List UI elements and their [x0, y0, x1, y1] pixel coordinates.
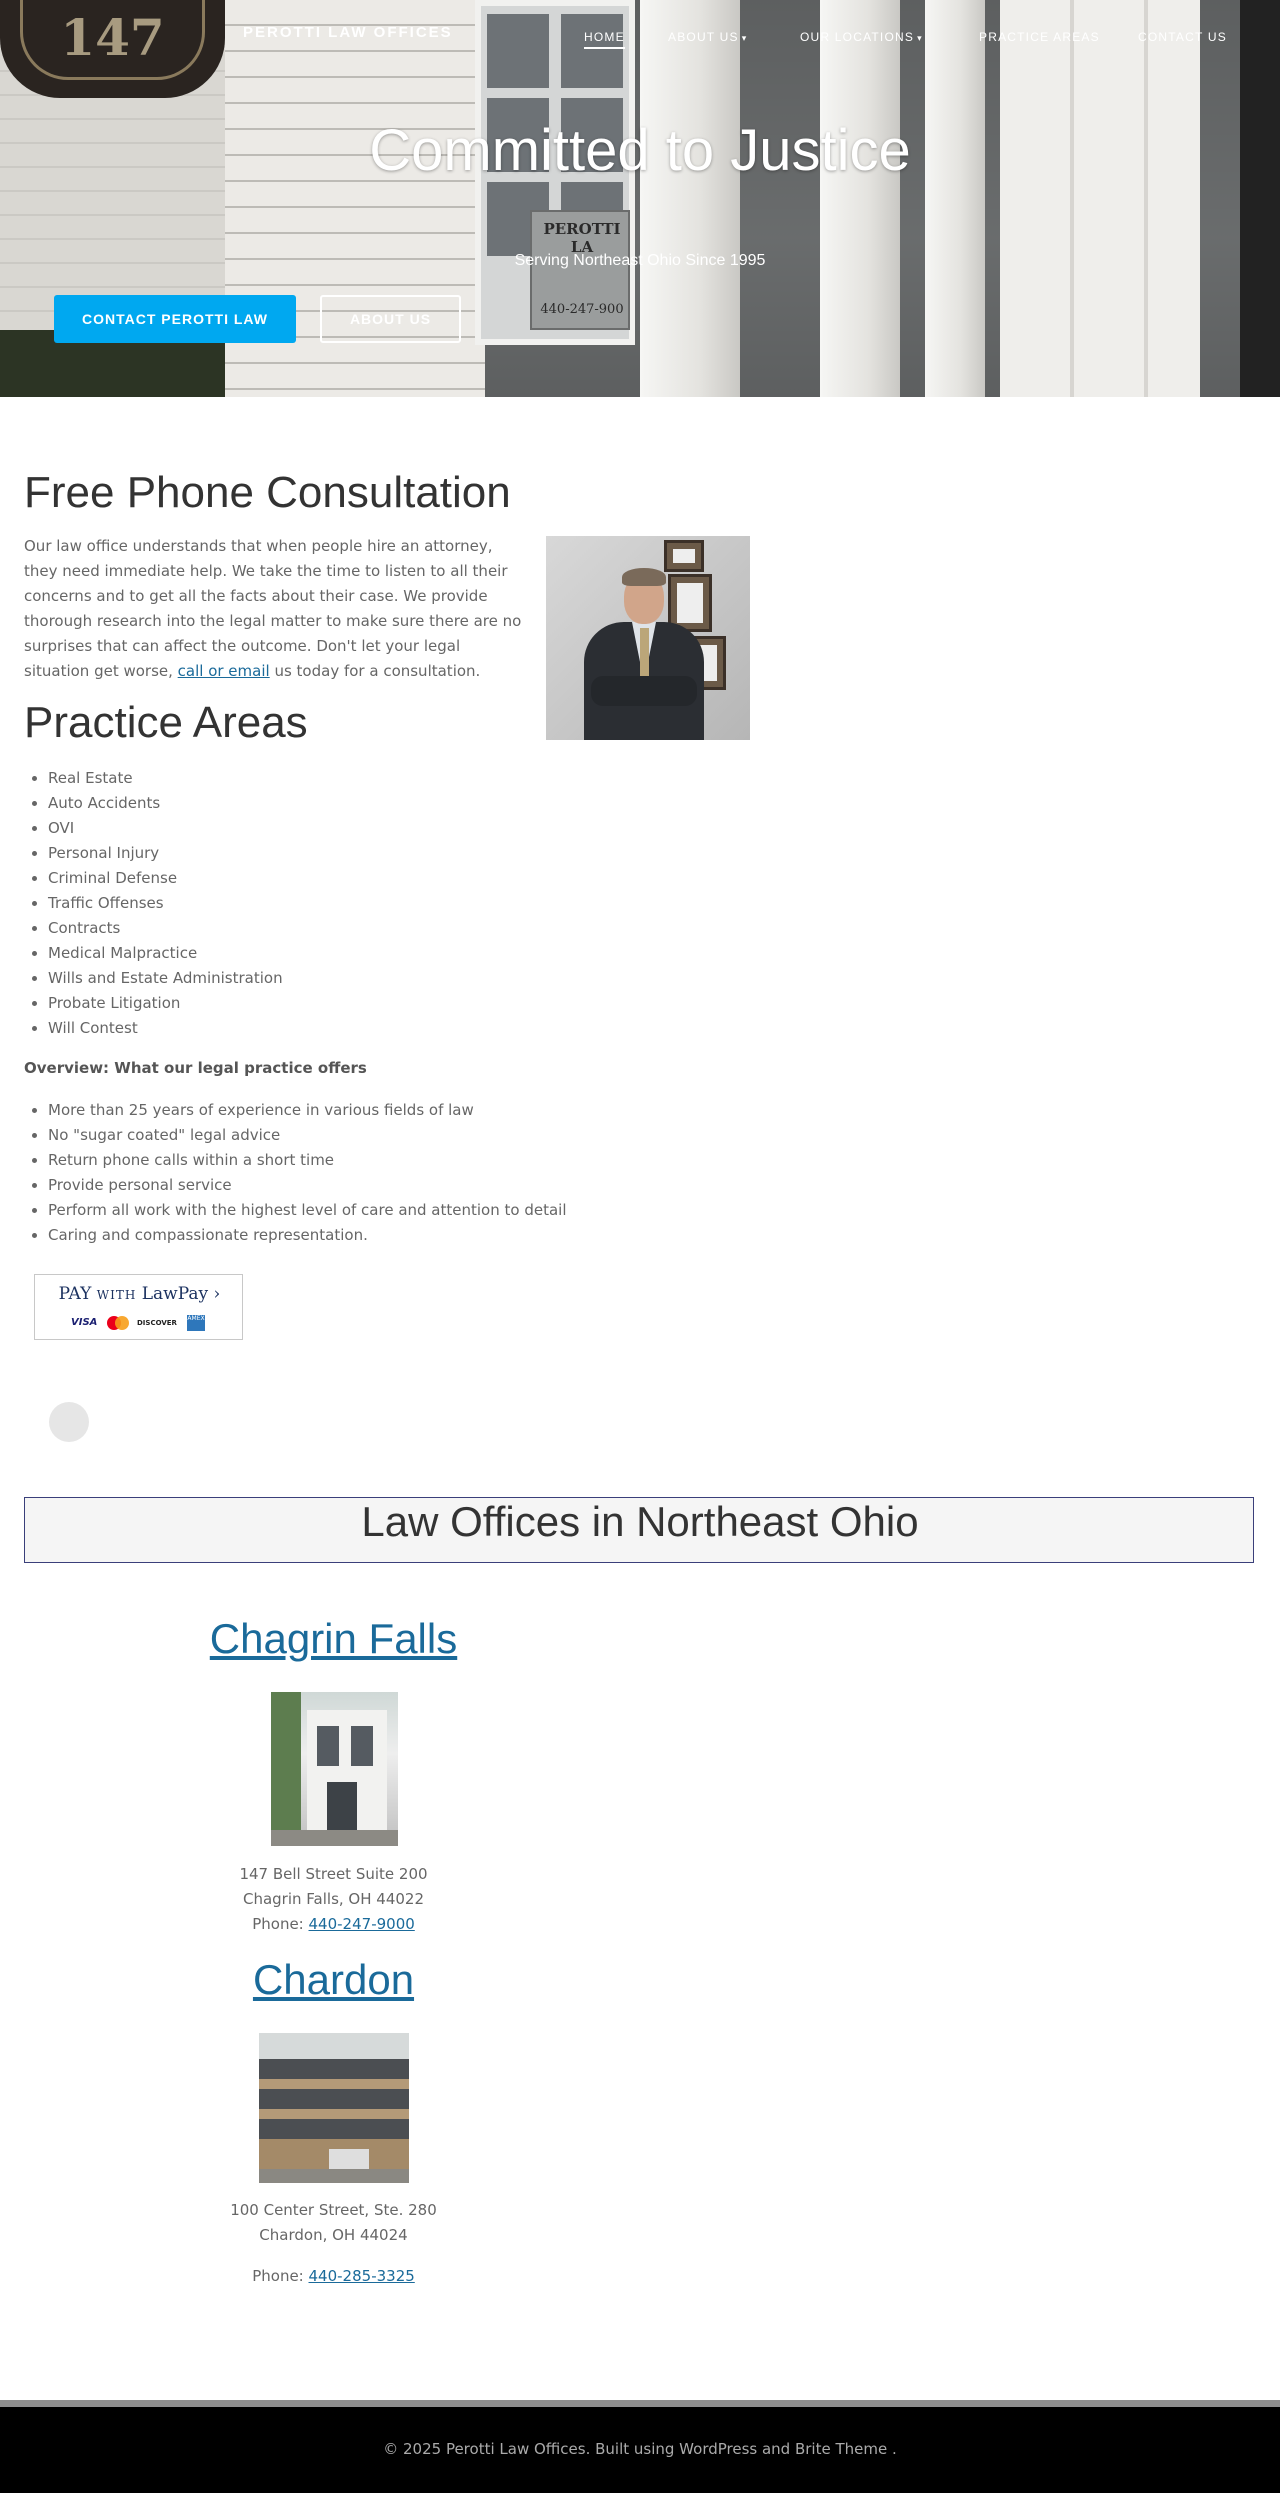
list-item: • Medical Malpractice [48, 941, 283, 966]
main-nav [0, 30, 1280, 50]
practice-areas-heading: Practice Areas [24, 698, 308, 747]
nav-about-us[interactable] [668, 30, 747, 44]
discover-icon: DISCOVER [137, 1319, 177, 1327]
list-item: • Criminal Defense [48, 866, 283, 891]
lawpay-title [35, 1284, 244, 1304]
nav-practice-areas[interactable] [979, 30, 1100, 44]
overview-heading: Overview: What our legal practice offers [24, 1059, 367, 1077]
amex-icon: AMEX [187, 1315, 205, 1331]
chagrin-falls-address-line-2: Chagrin Falls, OH 44022 [242, 1890, 424, 1908]
consultation-text-before: Our law office understands that when people hire an attorney, they need immediate help. We take the time to listen to all their concerns and to get all the facts about their case. We provide thorough research into the legal matter to make sure there are no surprises that can affect the outcome. Don't let your legal situation get worse, [24, 537, 522, 680]
card-logos [71, 1315, 211, 1331]
chevron-down-icon: ▾ [741, 33, 748, 43]
consultation-text-after: us today for a consultation. [269, 662, 481, 680]
chevron-right-icon: › [213, 1284, 221, 1304]
office-sign-plaque [530, 210, 630, 330]
list-item: • Probate Litigation [48, 991, 283, 1016]
list-item: • Contracts [48, 916, 283, 941]
call-or-email-link[interactable]: call or email [177, 662, 270, 680]
list-item: • No "sugar coated" legal advice [48, 1123, 566, 1148]
footer-divider [0, 2400, 1280, 2407]
practice-areas-list [48, 766, 283, 1041]
list-item: • Auto Accidents [48, 791, 283, 816]
consultation-text [24, 534, 529, 684]
attorney-portrait [546, 536, 750, 740]
mastercard-icon-overlap [115, 1316, 129, 1330]
list-item: • Perform all work with the highest level of care and attention to detail [48, 1198, 566, 1223]
chagrin-falls-address-line-1: 147 Bell Street Suite 200 [239, 1865, 428, 1883]
office-link-chardon[interactable]: Chardon [252, 1956, 415, 2003]
chagrin-falls-phone-line [100, 1915, 567, 1933]
hero-title: Committed to Justice [369, 118, 911, 183]
nav-home-label: HOME [584, 30, 625, 44]
nav-locations-label: OUR LOCATIONS [800, 30, 915, 44]
visa-icon: VISA [71, 1317, 98, 1328]
plaque-phone-text: 440-247-900 [540, 302, 624, 317]
offices-heading-box [24, 1497, 1254, 1563]
nav-contact-us[interactable] [1138, 30, 1227, 44]
list-item: • Caring and compassionate representation. [48, 1223, 566, 1248]
loading-placeholder-circle [49, 1402, 89, 1442]
list-item: • Traffic Offenses [48, 891, 283, 916]
consultation-heading: Free Phone Consultation [24, 468, 511, 517]
hero-banner [0, 0, 1280, 397]
site-footer [0, 2407, 1280, 2493]
lawpay-with: WITH [96, 1288, 137, 1302]
list-item: • More than 25 years of experience in various fields of law [48, 1098, 566, 1123]
plaque-top-text: PEROTTI LA [543, 220, 621, 256]
nav-contact-label: CONTACT US [1138, 30, 1227, 44]
about-us-button[interactable]: ABOUT US [320, 295, 461, 343]
list-item: • Personal Injury [48, 841, 283, 866]
lawpay-brand: LawPay [141, 1284, 209, 1304]
sign-number: 147 [60, 8, 165, 67]
list-item: • Real Estate [48, 766, 283, 791]
contact-perotti-law-button[interactable]: CONTACT PEROTTI LAW [54, 295, 296, 343]
list-item: • Wills and Estate Administration [48, 966, 283, 991]
chardon-address-line-1: 100 Center Street, Ste. 280 [230, 2201, 437, 2219]
phone-label: Phone: [252, 2267, 309, 2285]
nav-our-locations[interactable] [800, 30, 923, 44]
chevron-down-icon: ▾ [917, 33, 923, 43]
list-item: • Provide personal service [48, 1173, 566, 1198]
site-brand[interactable]: PEROTTI LAW OFFICES [243, 24, 453, 41]
overview-list [48, 1098, 566, 1248]
nav-about-label: ABOUT US [668, 30, 739, 44]
chardon-office-photo [259, 2033, 409, 2183]
pay-with-lawpay-button[interactable] [34, 1274, 243, 1340]
chardon-phone-link[interactable]: 440-285-3325 [308, 2267, 415, 2285]
chardon-phone-line [100, 2267, 567, 2285]
offices-heading: Law Offices in Northeast Ohio [361, 1498, 919, 1545]
list-item: • Return phone calls within a short time [48, 1148, 566, 1173]
chagrin-falls-office-photo [271, 1692, 398, 1846]
phone-label: Phone: [252, 1915, 309, 1933]
footer-copyright: © 2025 Perotti Law Offices. Built using WordPress and Brite Theme . [383, 2440, 897, 2458]
nav-practice-label: PRACTICE AREAS [979, 30, 1100, 44]
lawpay-pay: PAY [58, 1284, 92, 1304]
office-link-chagrin-falls[interactable]: Chagrin Falls [209, 1615, 458, 1662]
chardon-address-line-2: Chardon, OH 44024 [259, 2226, 408, 2244]
hero-subtitle: Serving Northeast Ohio Since 1995 [514, 252, 766, 269]
list-item: • OVI [48, 816, 283, 841]
nav-home[interactable] [584, 30, 625, 49]
chagrin-falls-phone-link[interactable]: 440-247-9000 [308, 1915, 415, 1933]
list-item: • Will Contest [48, 1016, 283, 1041]
